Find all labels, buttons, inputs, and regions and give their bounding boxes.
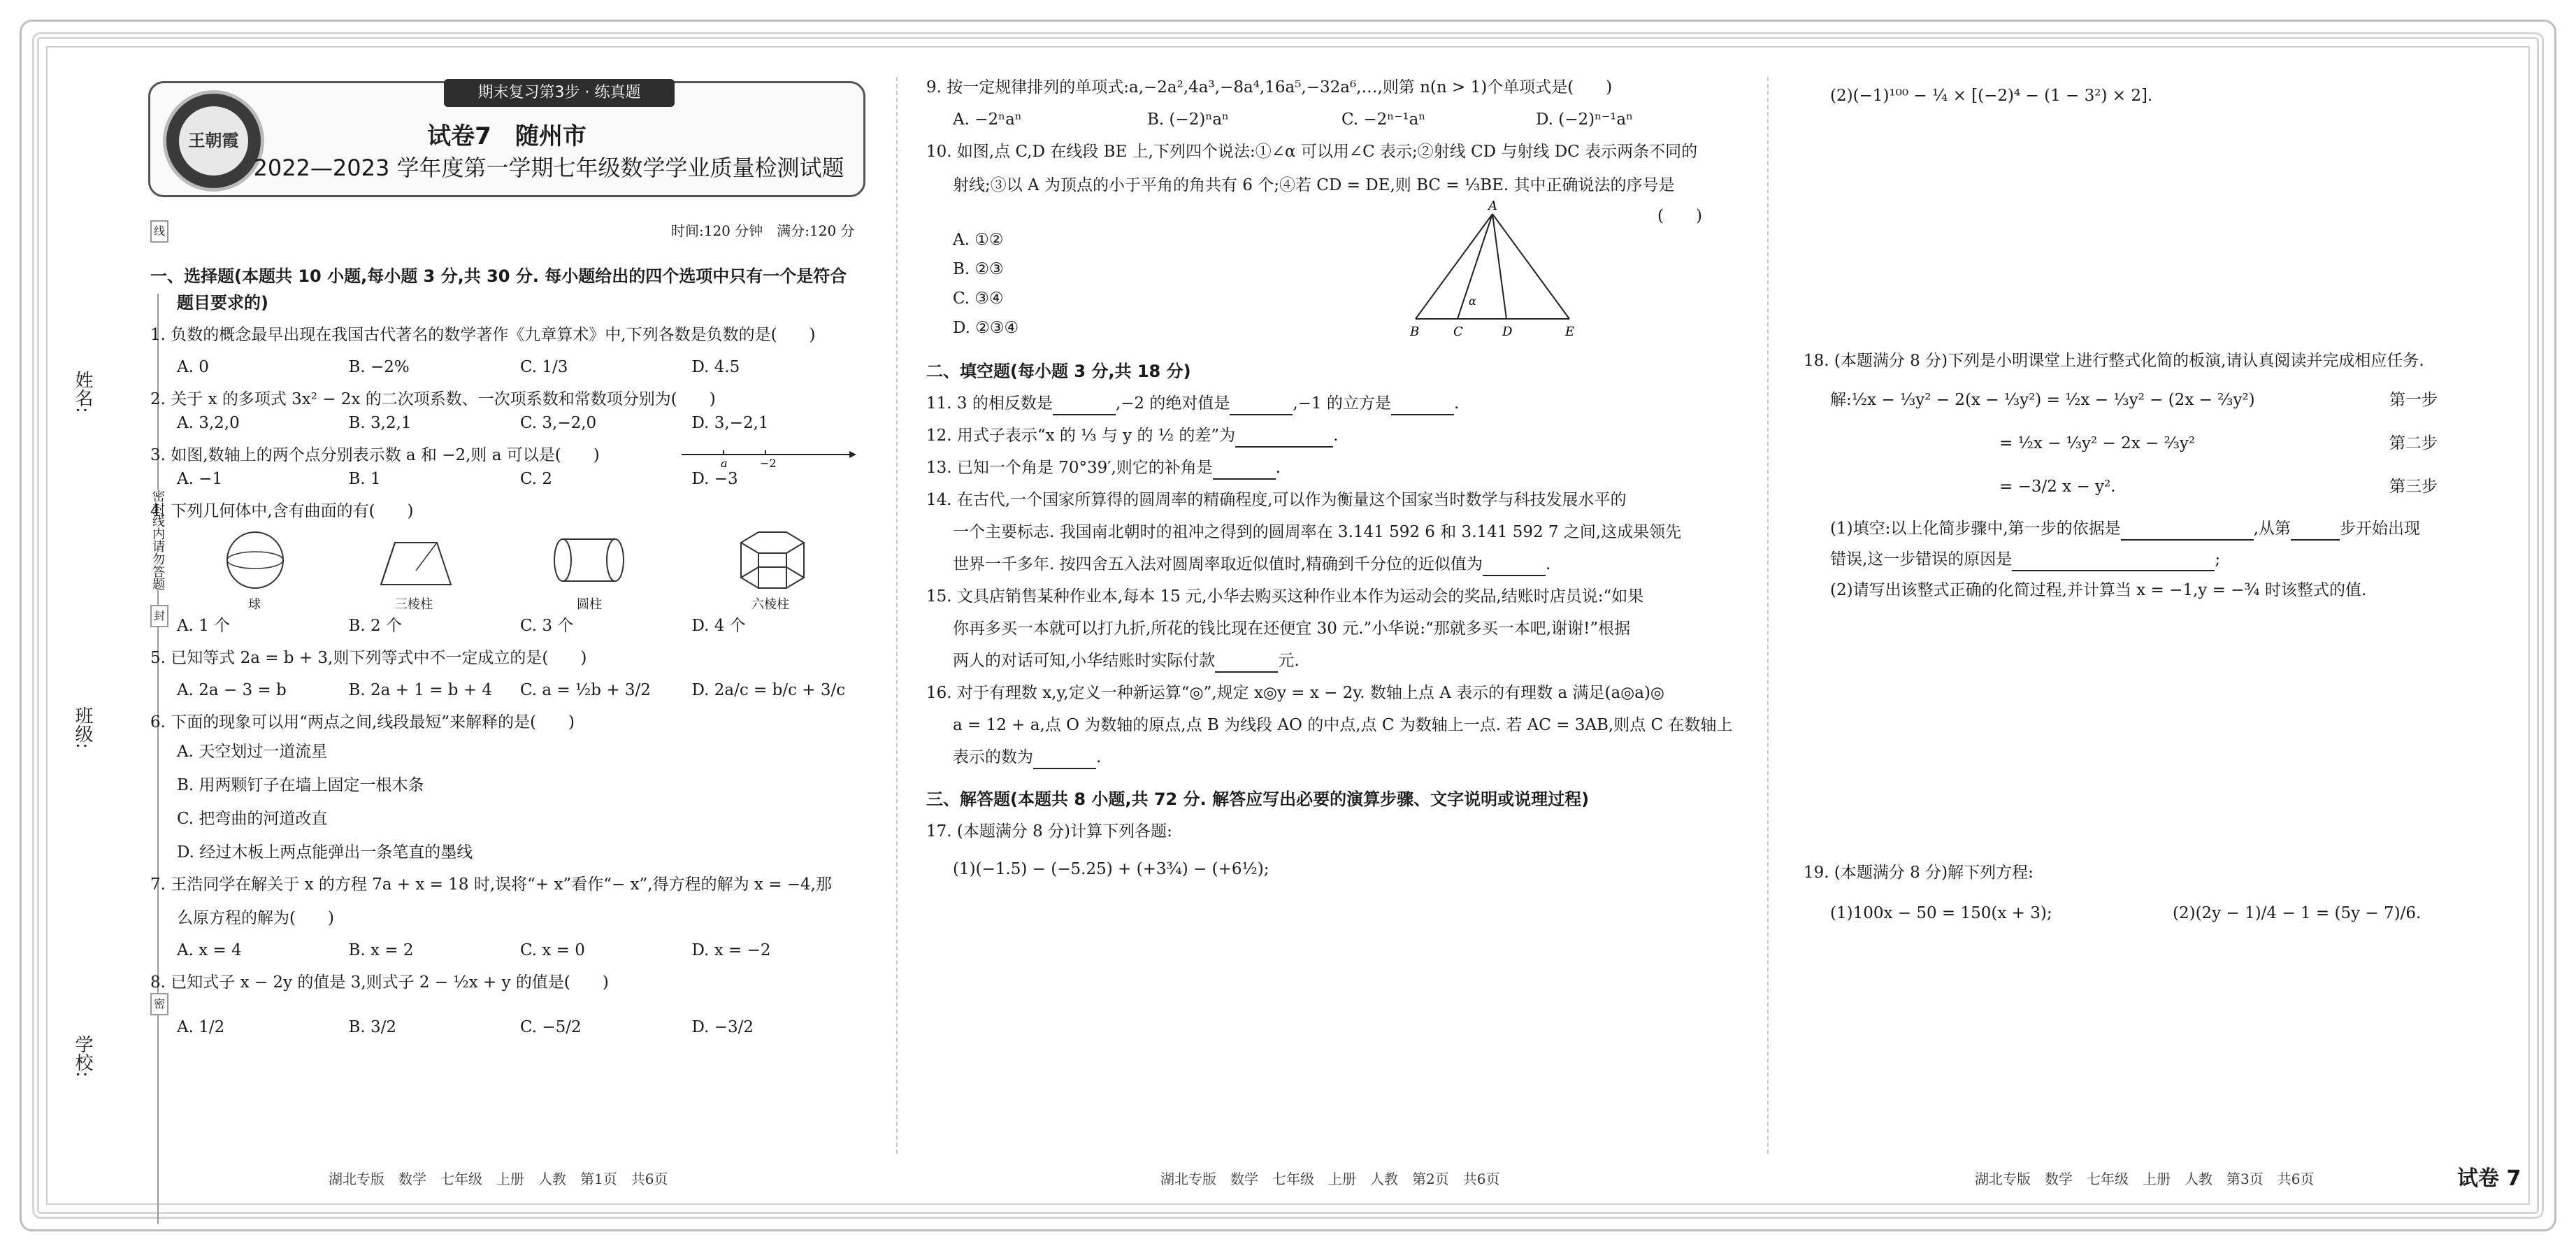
footer-page-1: 湖北专版 数学 七年级 上册 人教 第1页 共6页 — [329, 1171, 668, 1187]
q10-block — [926, 200, 1730, 347]
question-4: 4. 下列几何体中,含有曲面的有( ) — [150, 502, 414, 520]
seal-note: 密封线内请勿答题 — [148, 489, 166, 590]
hex-prism-figure — [731, 529, 814, 592]
logo-text: 王朝霞 — [179, 106, 248, 176]
q16-text: 表示的数为 — [953, 748, 1033, 766]
q11-part2: ,−2 的绝对值是 — [1115, 394, 1230, 413]
seal-mark-3: 密 — [150, 993, 168, 1015]
q10-b: B. ②③ — [953, 260, 1004, 278]
q6-a: A. 天空划过一道流星 — [177, 743, 328, 761]
q18-1-text-b: ,从第 — [2253, 520, 2291, 538]
q11-part1: 11. 3 的相反数是 — [926, 394, 1053, 413]
question-12: 12. 用式子表示“x 的 ⅓ 与 y 的 ½ 的差”为 . — [926, 424, 1730, 448]
q4-options — [150, 614, 863, 638]
q16-blank — [1033, 752, 1096, 769]
step-ribbon: 期末复习第3步 · 练真题 — [444, 79, 675, 107]
q10-paren: ( ) — [1657, 207, 1702, 225]
q3-d: D. −3 — [691, 470, 738, 488]
triangle-figure — [1402, 200, 1583, 340]
q7-a: A. x = 4 — [177, 941, 242, 959]
q15-end: 元. — [1278, 652, 1300, 670]
q7-options — [150, 938, 863, 962]
q18-blank-1 — [2121, 524, 2254, 541]
time-score: 时间:120 分钟 满分:120 分 — [671, 222, 855, 239]
fig-label-d: D — [1502, 324, 1513, 339]
name-label: 姓名: — [72, 371, 93, 413]
q11-blank-1 — [1053, 399, 1116, 415]
q5-a: A. 2a − 3 = b — [177, 681, 287, 699]
binding-strip — [49, 70, 165, 1161]
column-2 — [926, 76, 1733, 881]
q18-step2-expr: = ½x − ⅓y² − 2x − ⅔y² — [1999, 434, 2196, 452]
label-hexprism: 六棱柱 — [751, 597, 789, 612]
q3-b: B. 1 — [348, 470, 381, 488]
q11-blank-2 — [1230, 399, 1293, 415]
exam-header — [148, 81, 865, 197]
school-label: 学校: — [72, 1035, 93, 1078]
q7-d: D. x = −2 — [691, 941, 771, 959]
q15-text: 两人的对话可知,小华结账时实际付款 — [953, 652, 1216, 670]
q17-part1: (1)(−1.5) − (−5.25) + (+3¾) − (+6½); — [953, 860, 1269, 878]
q1-c: C. 1/3 — [520, 358, 568, 376]
q5-options — [150, 678, 863, 702]
q8-a: A. 1/2 — [177, 1018, 225, 1036]
q8-options — [150, 1015, 863, 1039]
q18-step3-label: 第三步 — [2389, 478, 2438, 496]
q4-shapes — [206, 523, 863, 614]
question-11: 11. 3 的相反数是 ,−2 的绝对值是 ,−1 的立方是 . — [926, 392, 1730, 415]
q7-b: B. x = 2 — [348, 941, 414, 959]
question-16-cont2: 表示的数为 . — [926, 745, 1730, 769]
seal-mark-2: 封 — [150, 605, 168, 627]
q10-a: A. ①② — [953, 231, 1004, 249]
q14-blank — [1483, 559, 1546, 576]
q5-c: C. a = ½b + 3/2 — [520, 681, 651, 699]
q15-blank — [1215, 656, 1278, 673]
question-13: 13. 已知一个角是 70°39′,则它的补角是 . — [926, 456, 1730, 480]
section-1-title: 一、选择题(本题共 10 小题,每小题 3 分,共 30 分. 每小题给出的四个选项中只有一个是符合 — [150, 266, 847, 286]
column-divider-1 — [896, 77, 898, 1154]
question-10: 10. 如图,点 C,D 在线段 BE 上,下列四个说法:①∠α 可以用∠C 表示;②射线 CD 与射线 DC 表示两条不同的 — [926, 143, 1698, 161]
question-3 — [150, 443, 863, 470]
q3-c: C. 2 — [520, 470, 553, 488]
q10-d: D. ②③④ — [953, 319, 1019, 337]
q2-options — [150, 411, 863, 435]
question-14: 14. 在古代,一个国家所算得的圆周率的精确程度,可以作为衡量这个国家当时数学与科技发展水平的 — [926, 491, 1627, 509]
q5-d: D. 2a/c = b/c + 3/c — [691, 681, 846, 699]
sphere-figure — [220, 529, 297, 592]
q18-part1 — [1804, 517, 2503, 541]
question-7: 7. 王浩同学在解关于 x 的方程 7a + x = 18 时,误将“+ x”看作“− x”,得方程的解为 x = −4,那 — [150, 875, 832, 894]
q9-a: A. −2ⁿaⁿ — [953, 110, 1022, 129]
q19-part1: (1)100x − 50 = 150(x + 3); — [1830, 904, 2052, 922]
q18-part1-cont — [1804, 548, 2503, 571]
q18-1-text-e: ; — [2215, 550, 2221, 569]
q18-1-text-d: 错误,这一步错误的原因是 — [1830, 550, 2013, 569]
question-15: 15. 文具店销售某种作业本,每本 15 元,小华去购买这种作业本作为运动会的奖品,结账时店员说:“如果 — [926, 587, 1644, 606]
q2-c: C. 3,−2,0 — [520, 414, 597, 432]
label-sphere: 球 — [248, 597, 261, 612]
label-cylinder: 圆柱 — [577, 597, 602, 612]
question-7-cont: 么原方程的解为( ) — [177, 909, 334, 927]
q18-step2 — [1804, 431, 2503, 455]
column-3 — [1804, 84, 2503, 925]
q18-step1-label: 第一步 — [2389, 391, 2438, 409]
q19-parts — [1804, 901, 2503, 925]
question-16: 16. 对于有理数 x,y,定义一种新运算“◎”,规定 x◎y = x − 2y. 数轴上点 A 表示的有理数 a 满足(a◎a)◎ — [926, 684, 1665, 702]
question-5: 5. 已知等式 2a = b + 3,则下列等式中不一定成立的是( ) — [150, 649, 587, 667]
question-19: 19. (本题满分 8 分)解下列方程: — [1804, 864, 2034, 882]
exam-title: 试卷7 随州市 — [427, 122, 587, 150]
q1-a: A. 0 — [177, 358, 209, 376]
prism-figure — [367, 529, 465, 592]
question-16-cont: a = 12 + a,点 O 为数轴的原点,点 B 为线段 AO 的中点,点 C 为数轴上一点. 若 AC = 3AB,则点 C 在数轴上 — [953, 716, 1733, 734]
footer-page-3: 湖北专版 数学 七年级 上册 人教 第3页 共6页 — [1975, 1171, 2315, 1187]
q8-d: D. −3/2 — [691, 1018, 754, 1036]
q6-d: D. 经过木板上两点能弹出一条笔直的墨线 — [177, 843, 473, 862]
fig-label-b: B — [1410, 324, 1420, 339]
svg-text:−2: −2 — [760, 457, 777, 470]
q9-options — [926, 108, 1730, 131]
cylinder-figure — [549, 529, 633, 592]
question-10-cont: 射线;③以 A 为顶点的小于平角的角共有 6 个;④若 CD = DE,则 BC = ⅓BE. 其中正确说法的序号是 — [953, 176, 1675, 194]
section-3-title: 三、解答题(本题共 8 小题,共 72 分. 解答应写出必要的演算步骤、文字说明或说理过程) — [926, 789, 1590, 809]
question-17: 17. (本题满分 8 分)计算下列各题: — [926, 822, 1172, 841]
q18-blank-2 — [2291, 524, 2340, 541]
q18-1-text-c: 步开始出现 — [2339, 520, 2420, 538]
q1-options — [150, 355, 863, 379]
q2-d: D. 3,−2,1 — [691, 414, 769, 432]
q18-step3 — [1804, 475, 2503, 499]
q2-a: A. 3,2,0 — [177, 414, 240, 432]
column-1 — [150, 252, 863, 1039]
q5-b: B. 2a + 1 = b + 4 — [348, 681, 493, 699]
q18-step1-expr: 解:½x − ⅓y² − 2(x − ⅓y²) = ½x − ⅓y² − (2x − ⅔y²) — [1830, 391, 2255, 409]
column-divider-2 — [1767, 77, 1769, 1154]
section-2-title: 二、填空题(每小题 3 分,共 18 分) — [926, 362, 1191, 381]
class-label: 班级: — [72, 706, 93, 749]
question-15-cont2 — [926, 649, 1730, 673]
fig-label-e: E — [1565, 324, 1575, 339]
fig-label-a: A — [1488, 200, 1497, 213]
number-line-figure — [682, 446, 856, 470]
question-18: 18. (本题满分 8 分)下列是小明课堂上进行整式化简的板演,请认真阅读并完成相应任务. — [1804, 352, 2424, 370]
q10-c: C. ③④ — [953, 289, 1004, 308]
question-2: 2. 关于 x 的多项式 3x² − 2x 的二次项系数、一次项系数和常数项分别为( ) — [150, 390, 716, 408]
q4-b: B. 2 个 — [348, 617, 402, 635]
q8-b: B. 3/2 — [348, 1018, 397, 1036]
footer-page-2: 湖北专版 数学 七年级 上册 人教 第2页 共6页 — [1160, 1171, 1500, 1187]
q18-step1 — [1804, 388, 2503, 412]
q4-c: C. 3 个 — [520, 617, 574, 635]
question-15-cont: 你再多买一本就可以打九折,所花的钱比现在还便宜 30 元.”小华说:“那就多买一本吧,谢谢!”根据 — [953, 620, 1631, 638]
question-8: 8. 已知式子 x − 2y 的值是 3,则式子 2 − ½x + y 的值是( ) — [150, 973, 609, 992]
q18-blank-3 — [2012, 555, 2215, 571]
q12-text: 12. 用式子表示“x 的 ⅓ 与 y 的 ½ 的差”为 — [926, 427, 1236, 445]
q13-blank — [1213, 463, 1276, 480]
q12-blank — [1235, 431, 1333, 448]
q18-part2: (2)请写出该整式正确的化简过程,并计算当 x = −1,y = −¾ 时该整式的值. — [1830, 581, 2367, 599]
q1-d: D. 4.5 — [691, 358, 740, 376]
q18-step2-label: 第二步 — [2389, 434, 2438, 452]
question-1: 1. 负数的概念最早出现在我国古代著名的数学著作《九章算术》中,下列各数是负数的是( ) — [150, 326, 816, 344]
q9-b: B. (−2)ⁿaⁿ — [1147, 110, 1229, 129]
q6-b: B. 用两颗钉子在墙上固定一根木条 — [177, 776, 424, 794]
label-prism: 三棱柱 — [395, 597, 433, 612]
question-9: 9. 按一定规律排列的单项式:a,−2a²,4a³,−8a⁴,16a⁵,−32a⁶,…,则第 n(n > 1)个单项式是( ) — [926, 78, 1613, 96]
section-1-title-cont: 题目要求的) — [177, 293, 268, 313]
q6-c: C. 把弯曲的河道改直 — [177, 810, 328, 828]
q9-c: C. −2ⁿ⁻¹aⁿ — [1341, 110, 1426, 129]
q14-text: 世界一千多年. 按四舍五入法对圆周率取近似值时,精确到千分位的近似值为 — [953, 555, 1483, 573]
q4-a: A. 1 个 — [177, 617, 231, 635]
svg-text:a: a — [721, 457, 728, 470]
fig-label-alpha: α — [1469, 294, 1476, 308]
q4-d: D. 4 个 — [691, 617, 746, 635]
q11-blank-3 — [1391, 399, 1454, 415]
q3-options — [150, 467, 863, 491]
q7-c: C. x = 0 — [520, 941, 585, 959]
question-14-cont2: 世界一千多年. 按四舍五入法对圆周率取近似值时,精确到千分位的近似值为 . — [926, 552, 1730, 576]
q11-part3: ,−1 的立方是 — [1293, 394, 1391, 413]
seal-mark-1: 线 — [150, 220, 168, 243]
q13-text: 13. 已知一个角是 70°39′,则它的补角是 — [926, 459, 1213, 477]
exam-number-badge: 试卷 7 — [2457, 1166, 2521, 1191]
q19-part2: (2)(2y − 1)/4 − 1 = (5y − 7)/6. — [2173, 904, 2422, 922]
q18-step3-expr: = −3/2 x − y². — [1999, 478, 2116, 496]
q17-part2: (2)(−1)¹⁰⁰ − ¼ × [(−2)⁴ − (1 − 3²) × 2]. — [1830, 87, 2153, 105]
question-14-cont: 一个主要标志. 我国南北朝时的祖冲之得到的圆周率在 3.141 592 6 和 3.141 592 7 之间,这成果领先 — [953, 523, 1682, 541]
question-6: 6. 下面的现象可以用“两点之间,线段最短”来解释的是( ) — [150, 713, 575, 731]
q9-d: D. (−2)ⁿ⁻¹aⁿ — [1536, 110, 1634, 129]
q2-b: B. 3,2,1 — [348, 414, 412, 432]
q3-a: A. −1 — [177, 470, 223, 488]
q3-text: 3. 如图,数轴上的两个点分别表示数 a 和 −2,则 a 可以是( ) — [150, 446, 600, 464]
exam-subtitle: 2022—2023 学年度第一学期七年级数学学业质量检测试题 — [253, 155, 844, 181]
fig-label-c: C — [1453, 324, 1463, 339]
q1-b: B. −2% — [348, 358, 410, 376]
q18-1-text-a: (1)填空:以上化简步骤中,第一步的依据是 — [1830, 520, 2121, 538]
q8-c: C. −5/2 — [520, 1018, 582, 1036]
